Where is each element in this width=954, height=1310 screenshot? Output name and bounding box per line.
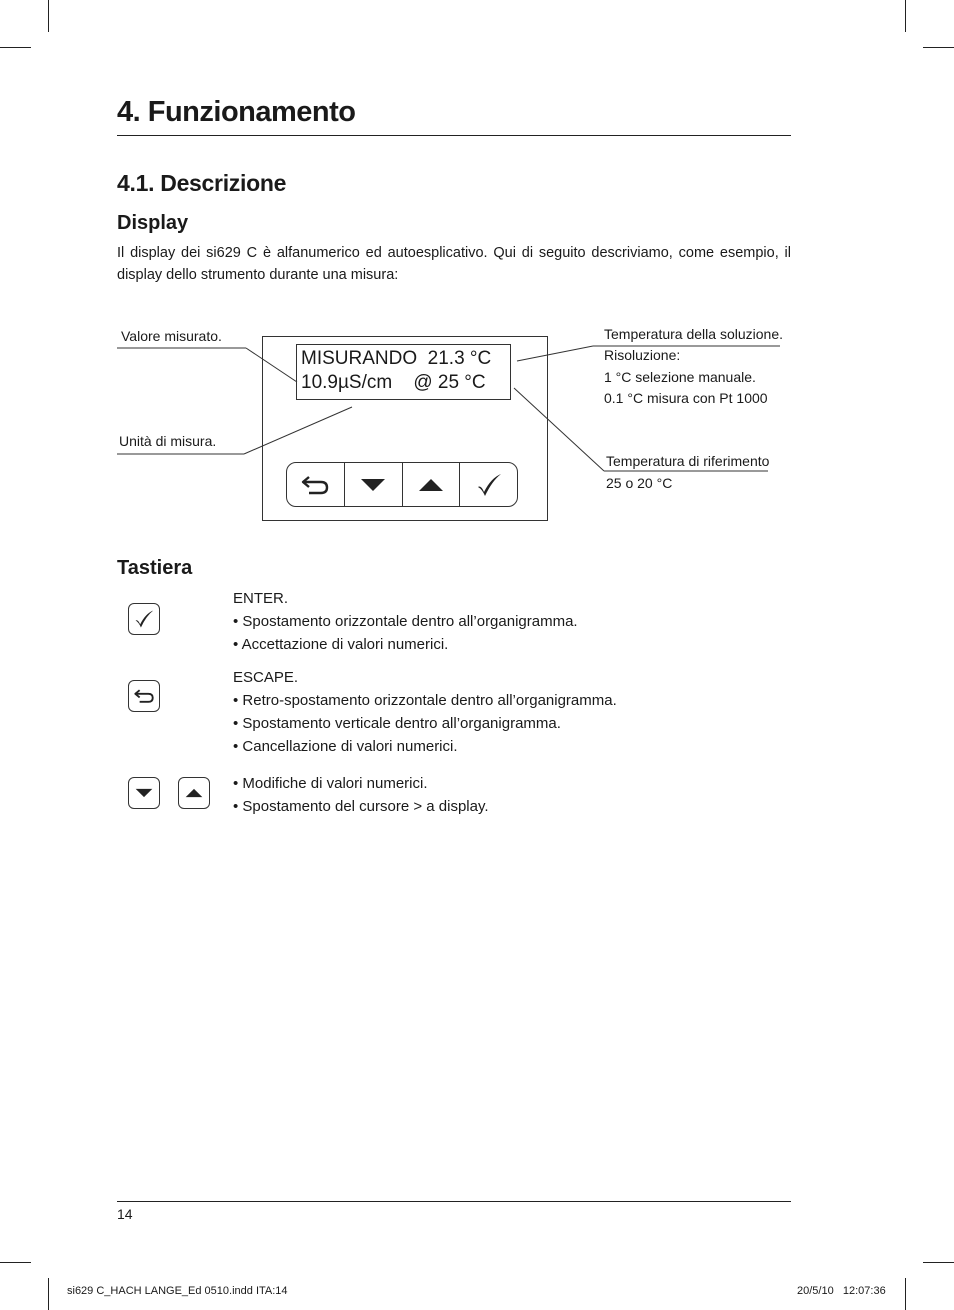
down-button[interactable] <box>128 777 160 809</box>
list-item: • Spostamento orizzontale dentro all’organigramma. <box>233 613 578 630</box>
footer-divider <box>117 1201 791 1202</box>
check-icon <box>475 472 503 498</box>
list-item: • Cancellazione di valori numerici. <box>233 738 458 755</box>
resolution-line: 0.1 °C misura con Pt 1000 <box>604 390 768 406</box>
list-item: • Spostamento del cursore > a display. <box>233 798 489 815</box>
escape-description <box>233 666 617 758</box>
callout-resolution <box>604 345 768 410</box>
triangle-up-icon <box>418 478 444 492</box>
escape-key[interactable] <box>287 463 345 506</box>
callout-unit: Unità di misura. <box>119 433 217 449</box>
section-title: 4.1. Descrizione <box>117 170 287 196</box>
lcd-line-1: MISURANDO 21.3 °C <box>301 348 492 369</box>
escape-button[interactable] <box>128 680 160 712</box>
triangle-down-icon <box>135 788 153 798</box>
enter-button[interactable] <box>128 603 160 635</box>
callout-measured-value: Valore misurato. <box>121 328 222 344</box>
check-icon <box>133 609 155 629</box>
footer-file-info: si629 C_HACH LANGE_Ed 0510.indd ITA:14 <box>67 1285 288 1297</box>
down-key[interactable] <box>345 463 403 506</box>
up-key[interactable] <box>403 463 461 506</box>
escape-title: ESCAPE. <box>233 669 299 686</box>
keypad <box>286 462 518 507</box>
lcd-screen <box>296 344 511 400</box>
enter-description <box>233 587 578 656</box>
arrows-description <box>233 772 489 818</box>
callout-solution-temp: Temperatura della soluzione. <box>604 326 783 342</box>
return-arrow-icon <box>300 474 330 496</box>
return-arrow-icon <box>133 688 155 704</box>
keyboard-heading: Tastiera <box>117 557 193 579</box>
callout-reference-temp: Temperatura di riferimento <box>606 453 770 469</box>
enter-title: ENTER. <box>233 590 289 607</box>
footer-date: 20/5/10 12:07:36 <box>797 1285 886 1297</box>
triangle-up-icon <box>185 788 203 798</box>
up-button[interactable] <box>178 777 210 809</box>
list-item: • Modifiche di valori numerici. <box>233 775 428 792</box>
resolution-line: Risoluzione: <box>604 347 681 363</box>
resolution-line: 1 °C selezione manuale. <box>604 368 756 385</box>
display-intro: Il display dei si629 C è alfanumerico ed autoesplicativo. Qui di seguito descriviamo, come esempio, il display dello strumento durante una misura: <box>117 245 791 283</box>
display-heading: Display <box>117 212 189 234</box>
page-number: 14 <box>117 1206 133 1222</box>
triangle-down-icon <box>360 478 386 492</box>
list-item: • Accettazione di valori numerici. <box>233 636 449 653</box>
list-item: • Retro-spostamento orizzontale dentro all’organigramma. <box>233 692 617 709</box>
page-title: 4. Funzionamento <box>117 96 356 128</box>
lcd-line-2: 10.9µS/cm @ 25 °C <box>301 372 486 393</box>
enter-key[interactable] <box>460 463 517 506</box>
callout-reference-temp-value: 25 o 20 °C <box>606 475 673 491</box>
list-item: • Spostamento verticale dentro all’organigramma. <box>233 715 561 732</box>
